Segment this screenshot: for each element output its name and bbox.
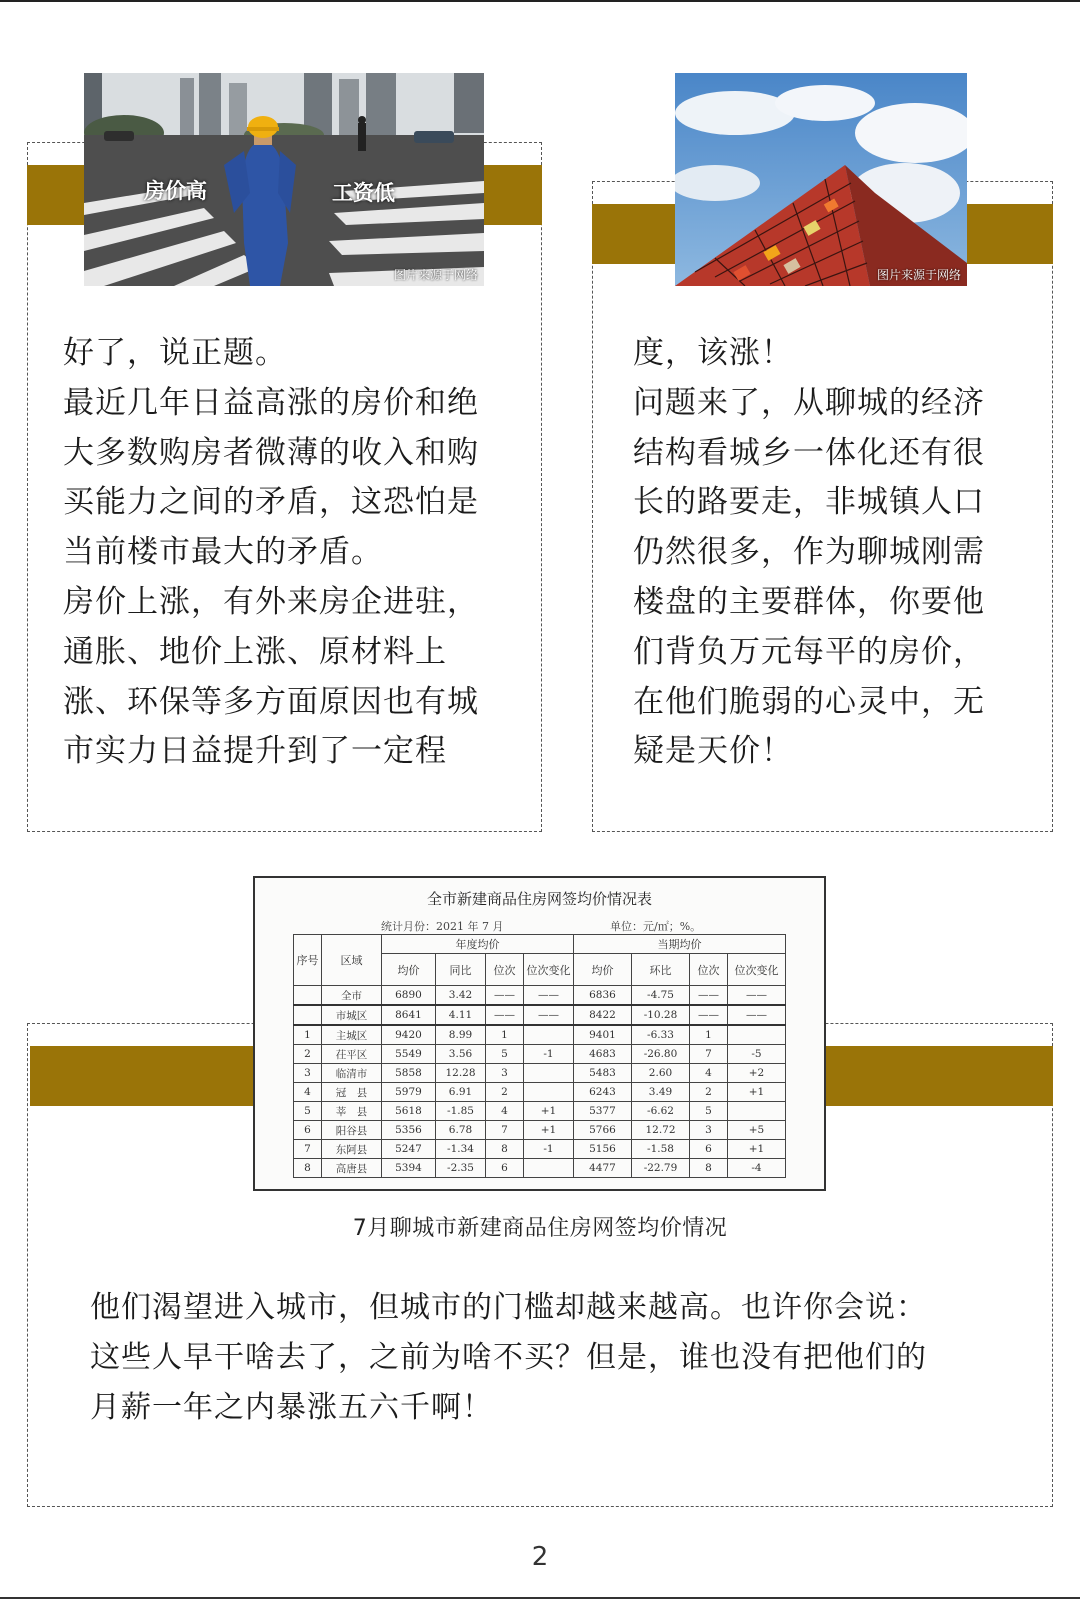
- building-sky-illustration: [675, 73, 967, 286]
- table-cell-y-chg: [524, 1064, 574, 1083]
- table-cell-y-chg: [524, 1083, 574, 1102]
- table-cell-y-chg: [524, 1025, 574, 1045]
- table-row: [294, 1005, 786, 1025]
- table-cell-y-yoy: 6.78: [436, 1121, 486, 1140]
- photo-overlay-house-price: 房价高: [144, 178, 207, 203]
- text-line: 好了，说正题。: [63, 335, 287, 371]
- col-header: 环比: [632, 954, 690, 986]
- table-cell-y-price: 8641: [382, 1005, 436, 1025]
- table-cell-area: 冠 县: [322, 1083, 382, 1102]
- photo-credit: 图片来源于网络: [393, 268, 478, 282]
- table-body: [294, 986, 786, 1178]
- table-cell-c-mom: 3.49: [632, 1083, 690, 1102]
- table-row: [294, 1140, 786, 1159]
- text-line: 疑是天价！: [633, 733, 793, 770]
- table-cell-c-chg: +2: [728, 1064, 786, 1083]
- text-line: 大多数购房者微薄的收入和购: [63, 434, 479, 471]
- table-cell-y-rank: 3: [486, 1064, 524, 1083]
- table-cell-y-rank: ——: [486, 986, 524, 1006]
- table-cell-no: 6: [294, 1121, 322, 1140]
- table-cell-c-price: 5156: [574, 1140, 632, 1159]
- table-cell-area: 主城区: [322, 1025, 382, 1045]
- table-cell-y-price: 5858: [382, 1064, 436, 1083]
- table-cell-c-chg: ——: [728, 1005, 786, 1025]
- col-header: 位次变化: [728, 954, 786, 986]
- table-cell-c-chg: [728, 1025, 786, 1045]
- price-table-image: [253, 876, 826, 1191]
- table-cell-c-mom: 2.60: [632, 1064, 690, 1083]
- text-line: 结构看城乡一体化还有很: [633, 434, 985, 471]
- table-cell-y-rank: 2: [486, 1083, 524, 1102]
- table-caption: 7月聊城市新建商品住房网签均价情况: [352, 1216, 728, 1241]
- table-cell-y-price: 5979: [382, 1083, 436, 1102]
- table-cell-y-yoy: -1.85: [436, 1102, 486, 1121]
- text-line: 这些人早干啥去了，之前为啥不买？但是，谁也没有把他们的: [90, 1340, 927, 1375]
- col-header: 位次变化: [524, 954, 574, 986]
- table-cell-area: 高唐县: [322, 1159, 382, 1178]
- bottom-card-text: [90, 1283, 1020, 1433]
- table-cell-no: 4: [294, 1083, 322, 1102]
- text-line: 长的路要走，非城镇人口: [633, 484, 985, 521]
- table-cell-y-price: 9420: [382, 1025, 436, 1045]
- table-cell-c-price: 4477: [574, 1159, 632, 1178]
- text-line: 最近几年日益高涨的房价和绝: [63, 384, 479, 421]
- price-table: [293, 934, 786, 1178]
- table-cell-c-mom: -22.79: [632, 1159, 690, 1178]
- table-cell-no: 1: [294, 1025, 322, 1045]
- left-photo-worker-street: [84, 73, 484, 286]
- bottom-rule: [0, 1597, 1080, 1599]
- photo-credit: 图片来源于网络: [876, 268, 961, 282]
- table-cell-c-price: 6243: [574, 1083, 632, 1102]
- table-cell-area: 全市: [322, 986, 382, 1006]
- table-cell-c-mom: -1.58: [632, 1140, 690, 1159]
- table-cell-y-yoy: 3.56: [436, 1045, 486, 1064]
- header-year-group: 年度均价: [382, 935, 574, 954]
- table-cell-c-mom: -4.75: [632, 986, 690, 1006]
- table-cell-y-rank: 4: [486, 1102, 524, 1121]
- table-cell-c-rank: 1: [690, 1025, 728, 1045]
- table-cell-y-yoy: 8.99: [436, 1025, 486, 1045]
- text-line: 们背负万元每平的房价，: [633, 633, 985, 670]
- table-cell-c-chg: [728, 1102, 786, 1121]
- table-row: [294, 1025, 786, 1045]
- text-line: 楼盘的主要群体，你要他: [633, 583, 985, 620]
- table-cell-y-rank: 5: [486, 1045, 524, 1064]
- col-header: 同比: [436, 954, 486, 986]
- table-cell-c-mom: 12.72: [632, 1121, 690, 1140]
- text-line: 度，该涨！: [633, 335, 793, 371]
- table-cell-y-yoy: 12.28: [436, 1064, 486, 1083]
- table-cell-c-price: 9401: [574, 1025, 632, 1045]
- table-cell-c-rank: ——: [690, 1005, 728, 1025]
- bottom-accent-band-right: [826, 1046, 1053, 1106]
- table-cell-c-rank: 4: [690, 1064, 728, 1083]
- text-line: 问题来了，从聊城的经济: [633, 384, 985, 421]
- table-cell-y-chg: ——: [524, 1005, 574, 1025]
- page-number: 2: [531, 1542, 549, 1572]
- right-card-text: [633, 329, 1033, 777]
- table-cell-c-rank: 3: [690, 1121, 728, 1140]
- bottom-accent-band-left: [30, 1046, 255, 1106]
- table-stat-month: 统计月份：2021 年 7 月: [381, 920, 504, 933]
- table-row: [294, 1102, 786, 1121]
- table-cell-c-price: 8422: [574, 1005, 632, 1025]
- table-cell-c-chg: -5: [728, 1045, 786, 1064]
- table-cell-y-chg: +1: [524, 1102, 574, 1121]
- table-cell-no: 3: [294, 1064, 322, 1083]
- table-cell-no: 5: [294, 1102, 322, 1121]
- col-header: 位次: [486, 954, 524, 986]
- text-line: 他们渴望进入城市，但城市的门槛却越来越高。也许你会说：: [90, 1290, 927, 1325]
- col-header: 位次: [690, 954, 728, 986]
- table-cell-y-rank: 8: [486, 1140, 524, 1159]
- table-cell-c-price: 5377: [574, 1102, 632, 1121]
- table-cell-y-yoy: 4.11: [436, 1005, 486, 1025]
- table-cell-c-mom: -6.62: [632, 1102, 690, 1121]
- table-row: [294, 1083, 786, 1102]
- table-cell-y-chg: -1: [524, 1140, 574, 1159]
- table-cell-c-chg: ——: [728, 986, 786, 1006]
- table-cell-y-rank: 6: [486, 1159, 524, 1178]
- table-cell-c-price: 5483: [574, 1064, 632, 1083]
- table-title: 全市新建商品住房网签均价情况表: [426, 890, 652, 908]
- text-line: 房价上涨，有外来房企进驻，: [63, 583, 479, 620]
- right-photo-colorful-building: [675, 73, 967, 286]
- table-cell-c-rank: 7: [690, 1045, 728, 1064]
- text-line: 涨、环保等多方面原因也有城: [63, 683, 479, 720]
- table-row: [294, 1121, 786, 1140]
- table-cell-y-chg: ——: [524, 986, 574, 1006]
- table-cell-no: 8: [294, 1159, 322, 1178]
- table-cell-y-price: 5618: [382, 1102, 436, 1121]
- table-cell-c-chg: +1: [728, 1140, 786, 1159]
- top-rule: [0, 0, 1080, 2]
- photo-overlay-low-wage: 工资低: [332, 180, 395, 205]
- header-current-group: 当期均价: [574, 935, 786, 954]
- table-cell-y-chg: +1: [524, 1121, 574, 1140]
- table-row: [294, 1064, 786, 1083]
- table-cell-no: 7: [294, 1140, 322, 1159]
- table-unit: 单位：元/㎡；%。: [610, 920, 702, 933]
- table-cell-c-price: 6836: [574, 986, 632, 1006]
- table-cell-area: 茌平区: [322, 1045, 382, 1064]
- table-cell-c-price: 5766: [574, 1121, 632, 1140]
- table-cell-c-price: 4683: [574, 1045, 632, 1064]
- table-cell-y-rank: ——: [486, 1005, 524, 1025]
- table-cell-c-mom: -10.28: [632, 1005, 690, 1025]
- table-row: [294, 1159, 786, 1178]
- header-area: 区域: [322, 935, 382, 986]
- table-cell-no: 2: [294, 1045, 322, 1064]
- table-cell-y-yoy: -2.35: [436, 1159, 486, 1178]
- table-cell-y-rank: 7: [486, 1121, 524, 1140]
- table-cell-c-chg: +5: [728, 1121, 786, 1140]
- table-cell-area: 东阿县: [322, 1140, 382, 1159]
- text-line: 市实力日益提升到了一定程: [63, 733, 447, 770]
- table-cell-c-rank: 2: [690, 1083, 728, 1102]
- table-cell-c-rank: 5: [690, 1102, 728, 1121]
- table-row: [294, 1045, 786, 1064]
- table-cell-c-rank: 6: [690, 1140, 728, 1159]
- table-cell-y-price: 5247: [382, 1140, 436, 1159]
- table-row: [294, 986, 786, 1006]
- table-cell-area: 市城区: [322, 1005, 382, 1025]
- table-cell-no: [294, 1005, 322, 1025]
- table-cell-y-price: 5356: [382, 1121, 436, 1140]
- text-line: 月薪一年之内暴涨五六千啊！: [90, 1390, 493, 1425]
- text-line: 在他们脆弱的心灵中，无: [633, 683, 985, 720]
- table-cell-area: 阳谷县: [322, 1121, 382, 1140]
- table-cell-y-yoy: 6.91: [436, 1083, 486, 1102]
- table-cell-c-rank: ——: [690, 986, 728, 1006]
- col-header: 均价: [574, 954, 632, 986]
- table-cell-area: 临清市: [322, 1064, 382, 1083]
- table-cell-y-price: 6890: [382, 986, 436, 1006]
- text-line: 买能力之间的矛盾，这恐怕是: [63, 484, 479, 521]
- table-cell-c-chg: +1: [728, 1083, 786, 1102]
- table-cell-y-yoy: 3.42: [436, 986, 486, 1006]
- table-cell-y-yoy: -1.34: [436, 1140, 486, 1159]
- table-cell-area: 莘 县: [322, 1102, 382, 1121]
- table-cell-y-rank: 1: [486, 1025, 524, 1045]
- table-cell-y-chg: -1: [524, 1045, 574, 1064]
- table-cell-c-mom: -26.80: [632, 1045, 690, 1064]
- table-cell-y-chg: [524, 1159, 574, 1178]
- table-cell-c-chg: -4: [728, 1159, 786, 1178]
- col-header: 均价: [382, 954, 436, 986]
- table-cell-y-price: 5549: [382, 1045, 436, 1064]
- text-line: 仍然很多，作为聊城刚需: [633, 534, 985, 571]
- table-cell-c-mom: -6.33: [632, 1025, 690, 1045]
- table-cell-y-price: 5394: [382, 1159, 436, 1178]
- left-card-text: [63, 329, 523, 777]
- table-cell-no: [294, 986, 322, 1006]
- header-no: 序号: [294, 935, 322, 986]
- text-line: 通胀、地价上涨、原材料上: [63, 633, 447, 670]
- table-cell-c-rank: 8: [690, 1159, 728, 1178]
- text-line: 当前楼市最大的矛盾。: [63, 534, 383, 571]
